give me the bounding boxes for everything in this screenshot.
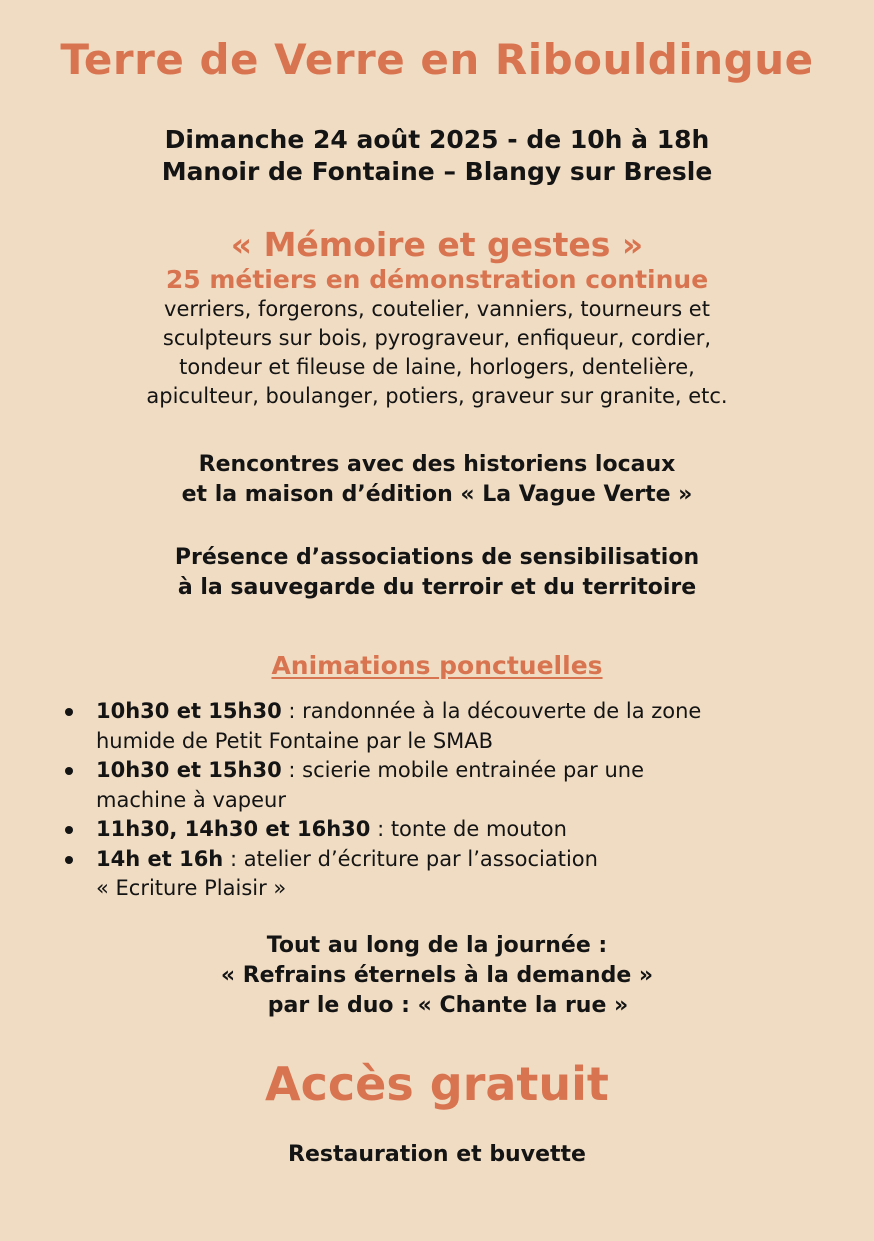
list-item (56, 697, 846, 756)
food-info: Restauration et buvette (288, 1142, 586, 1167)
animation-desc-cont: humide de Petit Fontaine par le SMAB (96, 728, 494, 753)
trades-line: apiculteur, boulanger, potiers, graveur sur granite, etc. (146, 384, 728, 408)
theme-subtitle: 25 métiers en démonstration continue (165, 265, 709, 294)
trades-line: verriers, forgerons, coutelier, vanniers, tourneurs et (164, 297, 710, 321)
animations-list (56, 697, 846, 904)
event-date: Dimanche 24 août 2025 - de 10h à 18h (164, 125, 710, 154)
meetings-line: Rencontres avec des historiens locaux (198, 452, 676, 477)
list-item (56, 815, 846, 845)
associations-section (0, 543, 874, 603)
animation-desc: : randonnée à la découverte de la zone (281, 699, 702, 723)
bullet-icon (65, 708, 73, 716)
bullet-icon (65, 826, 73, 834)
list-item (56, 845, 846, 904)
animations-heading: Animations ponctuelles (271, 651, 603, 680)
all-day-line: « Refrains éternels à la demande » (220, 963, 654, 988)
trades-line: sculpteurs sur bois, pyrograveur, enfiqueur, cordier, (162, 326, 712, 350)
animation-time: 11h30, 14h30 et 16h30 (96, 817, 371, 841)
list-item (56, 756, 846, 815)
animation-desc: : scierie mobile entrainée par une (281, 758, 645, 782)
free-access: Accès gratuit (265, 1057, 609, 1111)
animations-heading-wrap (0, 651, 874, 681)
animation-desc-cont: « Ecriture Plaisir » (96, 876, 287, 900)
meetings-line: et la maison d’édition « La Vague Verte » (181, 482, 693, 507)
animation-desc: : tonte de mouton (370, 817, 567, 841)
animation-time: 14h et 16h (96, 846, 224, 871)
animation-desc-cont: machine à vapeur (96, 787, 286, 812)
all-day-line: par le duo : « Chante la rue » (267, 993, 629, 1018)
bullet-icon (65, 767, 73, 775)
bullet-icon (65, 856, 73, 864)
animation-desc: : atelier d’écriture par l’association (223, 846, 598, 871)
associations-line: à la sauvegarde du terroir et du territoire (177, 575, 697, 600)
event-place: Manoir de Fontaine – Blangy sur Bresle (161, 157, 713, 186)
all-day-section (0, 931, 874, 1021)
all-day-line: Tout au long de la journée : (266, 933, 608, 958)
theme-title: « Mémoire et gestes » (230, 225, 644, 264)
associations-line: Présence d’associations de sensibilisation (174, 545, 700, 570)
trades-line: tondeur et fileuse de laine, horlogers, dentelière, (179, 355, 695, 379)
animation-time: 10h30 et 15h30 (96, 699, 282, 723)
animation-time: 10h30 et 15h30 (96, 758, 282, 782)
trades-list (0, 295, 874, 411)
theme-section (0, 225, 874, 411)
event-info (0, 124, 874, 188)
meetings-section (0, 450, 874, 510)
event-title: Terre de Verre en Ribouldingue (60, 35, 814, 84)
